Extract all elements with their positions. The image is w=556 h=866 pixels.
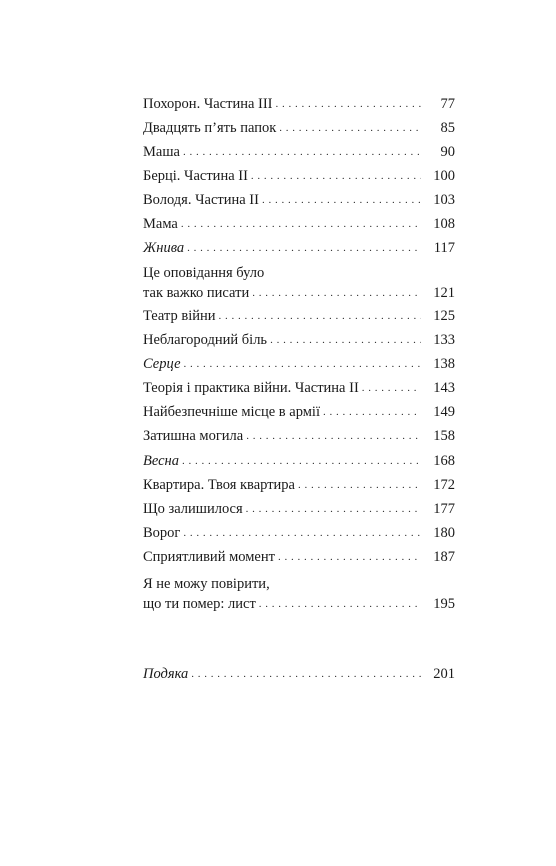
toc-leader-dots (246, 499, 421, 519)
toc-leader-dots (270, 330, 421, 350)
toc-entry-page: 143 (433, 380, 455, 396)
toc-entry-title-line1: Я не можу повірити, (143, 576, 270, 592)
toc-entry (143, 238, 455, 259)
toc-entry-title: Неблагородний біль (143, 332, 268, 348)
toc-leader-dots (184, 354, 421, 374)
toc-leader-dots (183, 142, 421, 162)
toc-entry-title-line1: Це оповідання було (143, 265, 265, 281)
toc-entry (143, 378, 455, 399)
toc-leader-dots (262, 190, 421, 210)
toc-entry-title: Подяка (143, 666, 189, 682)
toc-entry-page: 125 (433, 308, 455, 324)
toc-entry-title: Двадцять п’ять папок (143, 120, 277, 136)
toc-entry-title: Квартира. Твоя квартира (143, 477, 295, 493)
toc-leader-dots (323, 402, 421, 422)
toc-entry-title: Маша (143, 144, 180, 160)
toc-entry (143, 94, 455, 115)
toc-entry-page: 103 (433, 192, 455, 208)
toc-entry (143, 330, 455, 351)
toc-entry-title: Володя. Частина II (143, 192, 259, 208)
toc-entry-title: так важко писати (143, 285, 250, 301)
toc-entry (143, 166, 455, 187)
toc-entry-page: 117 (433, 240, 455, 256)
toc-entry-title: Що залишилося (143, 501, 243, 517)
toc-entry-title: Ворог (143, 525, 181, 541)
toc-entry-title: що ти помер: лист (143, 596, 256, 612)
toc-leader-dots (181, 214, 421, 234)
toc-entry-page: 108 (433, 216, 455, 232)
toc-entry-page: 100 (433, 168, 455, 184)
toc-leader-dots (251, 166, 421, 186)
toc-entry-title: Теорія і практика війни. Частина II (143, 380, 359, 396)
toc-entry (143, 118, 455, 139)
toc-entry-page: 133 (433, 332, 455, 348)
toc-leader-dots (182, 451, 421, 471)
toc-leader-dots (187, 238, 421, 258)
toc-entry-title: Берці. Частина II (143, 168, 248, 184)
toc-entry-title: Найбезпечніше місце в армії (143, 404, 320, 420)
toc-leader-dots (278, 547, 421, 567)
toc-entry (143, 499, 455, 520)
toc-entry-page: 177 (433, 501, 455, 517)
toc-entry (143, 142, 455, 163)
toc-entry-page: 77 (440, 96, 455, 112)
toc-entry (143, 402, 455, 423)
toc-entry (143, 306, 455, 327)
toc-entry (143, 547, 455, 568)
toc-entry-page: 187 (433, 549, 455, 565)
toc-entry (143, 214, 455, 235)
toc-entry-page: 158 (433, 428, 455, 444)
toc-entry-title: Похорон. Частина III (143, 96, 273, 112)
toc-entry-page: 195 (433, 596, 455, 612)
toc-entry-page: 180 (433, 525, 455, 541)
toc-entry (143, 523, 455, 544)
toc-entry (143, 475, 455, 496)
toc-entry (143, 190, 455, 211)
toc-entry-title: Театр війни (143, 308, 216, 324)
toc-entry-page: 90 (440, 144, 455, 160)
toc-entry (143, 354, 455, 375)
toc-entry (143, 426, 455, 447)
toc-entry-page: 149 (433, 404, 455, 420)
toc-entry (143, 451, 455, 472)
toc-entry-page: 85 (440, 120, 455, 136)
toc-leader-dots (219, 306, 421, 326)
toc-entry-title: Весна (143, 453, 179, 469)
toc-entry-title: Затишна могила (143, 428, 244, 444)
toc-leader-dots (279, 118, 421, 138)
toc-leader-dots (362, 378, 421, 398)
toc-leader-dots (276, 94, 421, 114)
toc-entry-title: Жнива (143, 240, 185, 256)
toc-entry (143, 664, 455, 685)
toc-entry-page: 168 (433, 453, 455, 469)
toc-entry (143, 263, 455, 304)
toc-entry-page: 201 (433, 666, 455, 682)
toc-entry-title: Серце (143, 356, 181, 372)
toc-entry-page: 138 (433, 356, 455, 372)
toc-leader-dots (252, 283, 421, 303)
toc-leader-dots (191, 664, 421, 684)
toc-leader-dots (183, 523, 421, 543)
toc-entry-title: Сприятливий момент (143, 549, 275, 565)
toc-entry (143, 574, 455, 615)
toc-entry-title: Мама (143, 216, 178, 232)
toc-leader-dots (298, 475, 421, 495)
toc-leader-dots (246, 426, 421, 446)
toc-entry-page: 172 (433, 477, 455, 493)
toc-leader-dots (259, 594, 421, 614)
toc-entry-page: 121 (433, 285, 455, 301)
